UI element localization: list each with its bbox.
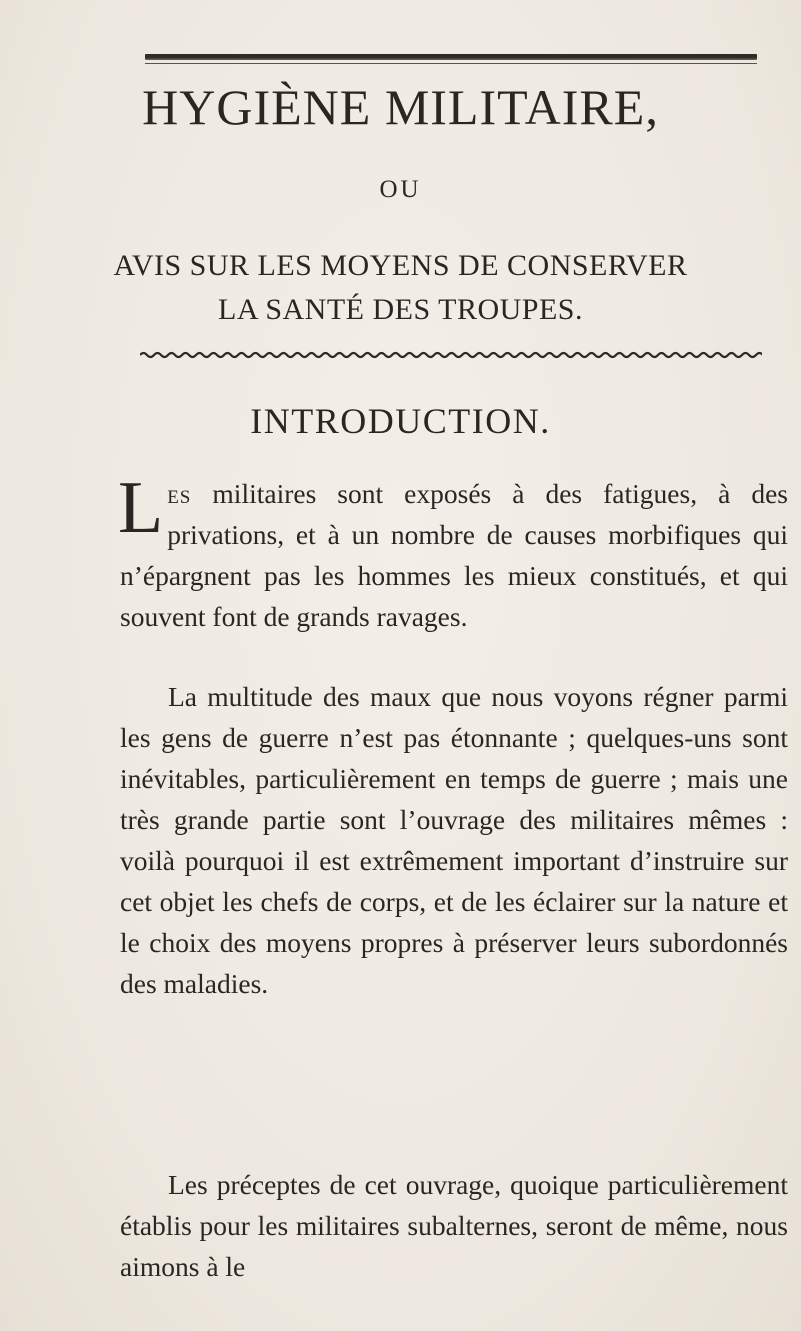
paragraph-1 (118, 467, 788, 637)
subtitle-line-2: LA SANTÉ DES TROUPES. (218, 293, 583, 326)
top-rule-thin (145, 63, 757, 64)
title-connector: OU (379, 176, 422, 203)
paragraph-3: Les préceptes de cet ouvrage, quoique particulièrement établis pour les militaires subalternes, seront de même, nous aimons à le (120, 1169, 788, 1282)
top-rule (145, 54, 757, 60)
subtitle (0, 244, 801, 332)
subtitle-line-1: AVIS SUR LES MOYENS DE CONSERVER (113, 249, 688, 282)
paragraph-1-lead: es (167, 478, 192, 509)
drop-cap: L (118, 467, 164, 549)
section-heading: INTRODUCTION. (250, 401, 551, 441)
paragraph-1-text: militaires sont exposés à des fatigues, à des privations, et à un nombre de causes morbifiques qui n’épargnent pas les hommes les mieux constitués, et qui souvent font de grands ravages. (120, 478, 788, 632)
paragraph-2: La multitude des maux que nous voyons régner parmi les gens de guerre n’est pas étonnante ; quelques-uns sont inévitables, particulièrement en temps de guerre ; mais une très grande partie sont l’ouvrage des militaires mêmes : voilà pourquoi il est extrêmement important d’instruire sur cet objet les chefs de corps, et de les éclairer sur la nature et le choix des moyens propres à préserver leurs subordonnés des maladies. (120, 681, 788, 999)
page-title: HYGIÈNE MILITAIRE, (142, 79, 659, 135)
ornamental-wave-divider (140, 348, 762, 362)
